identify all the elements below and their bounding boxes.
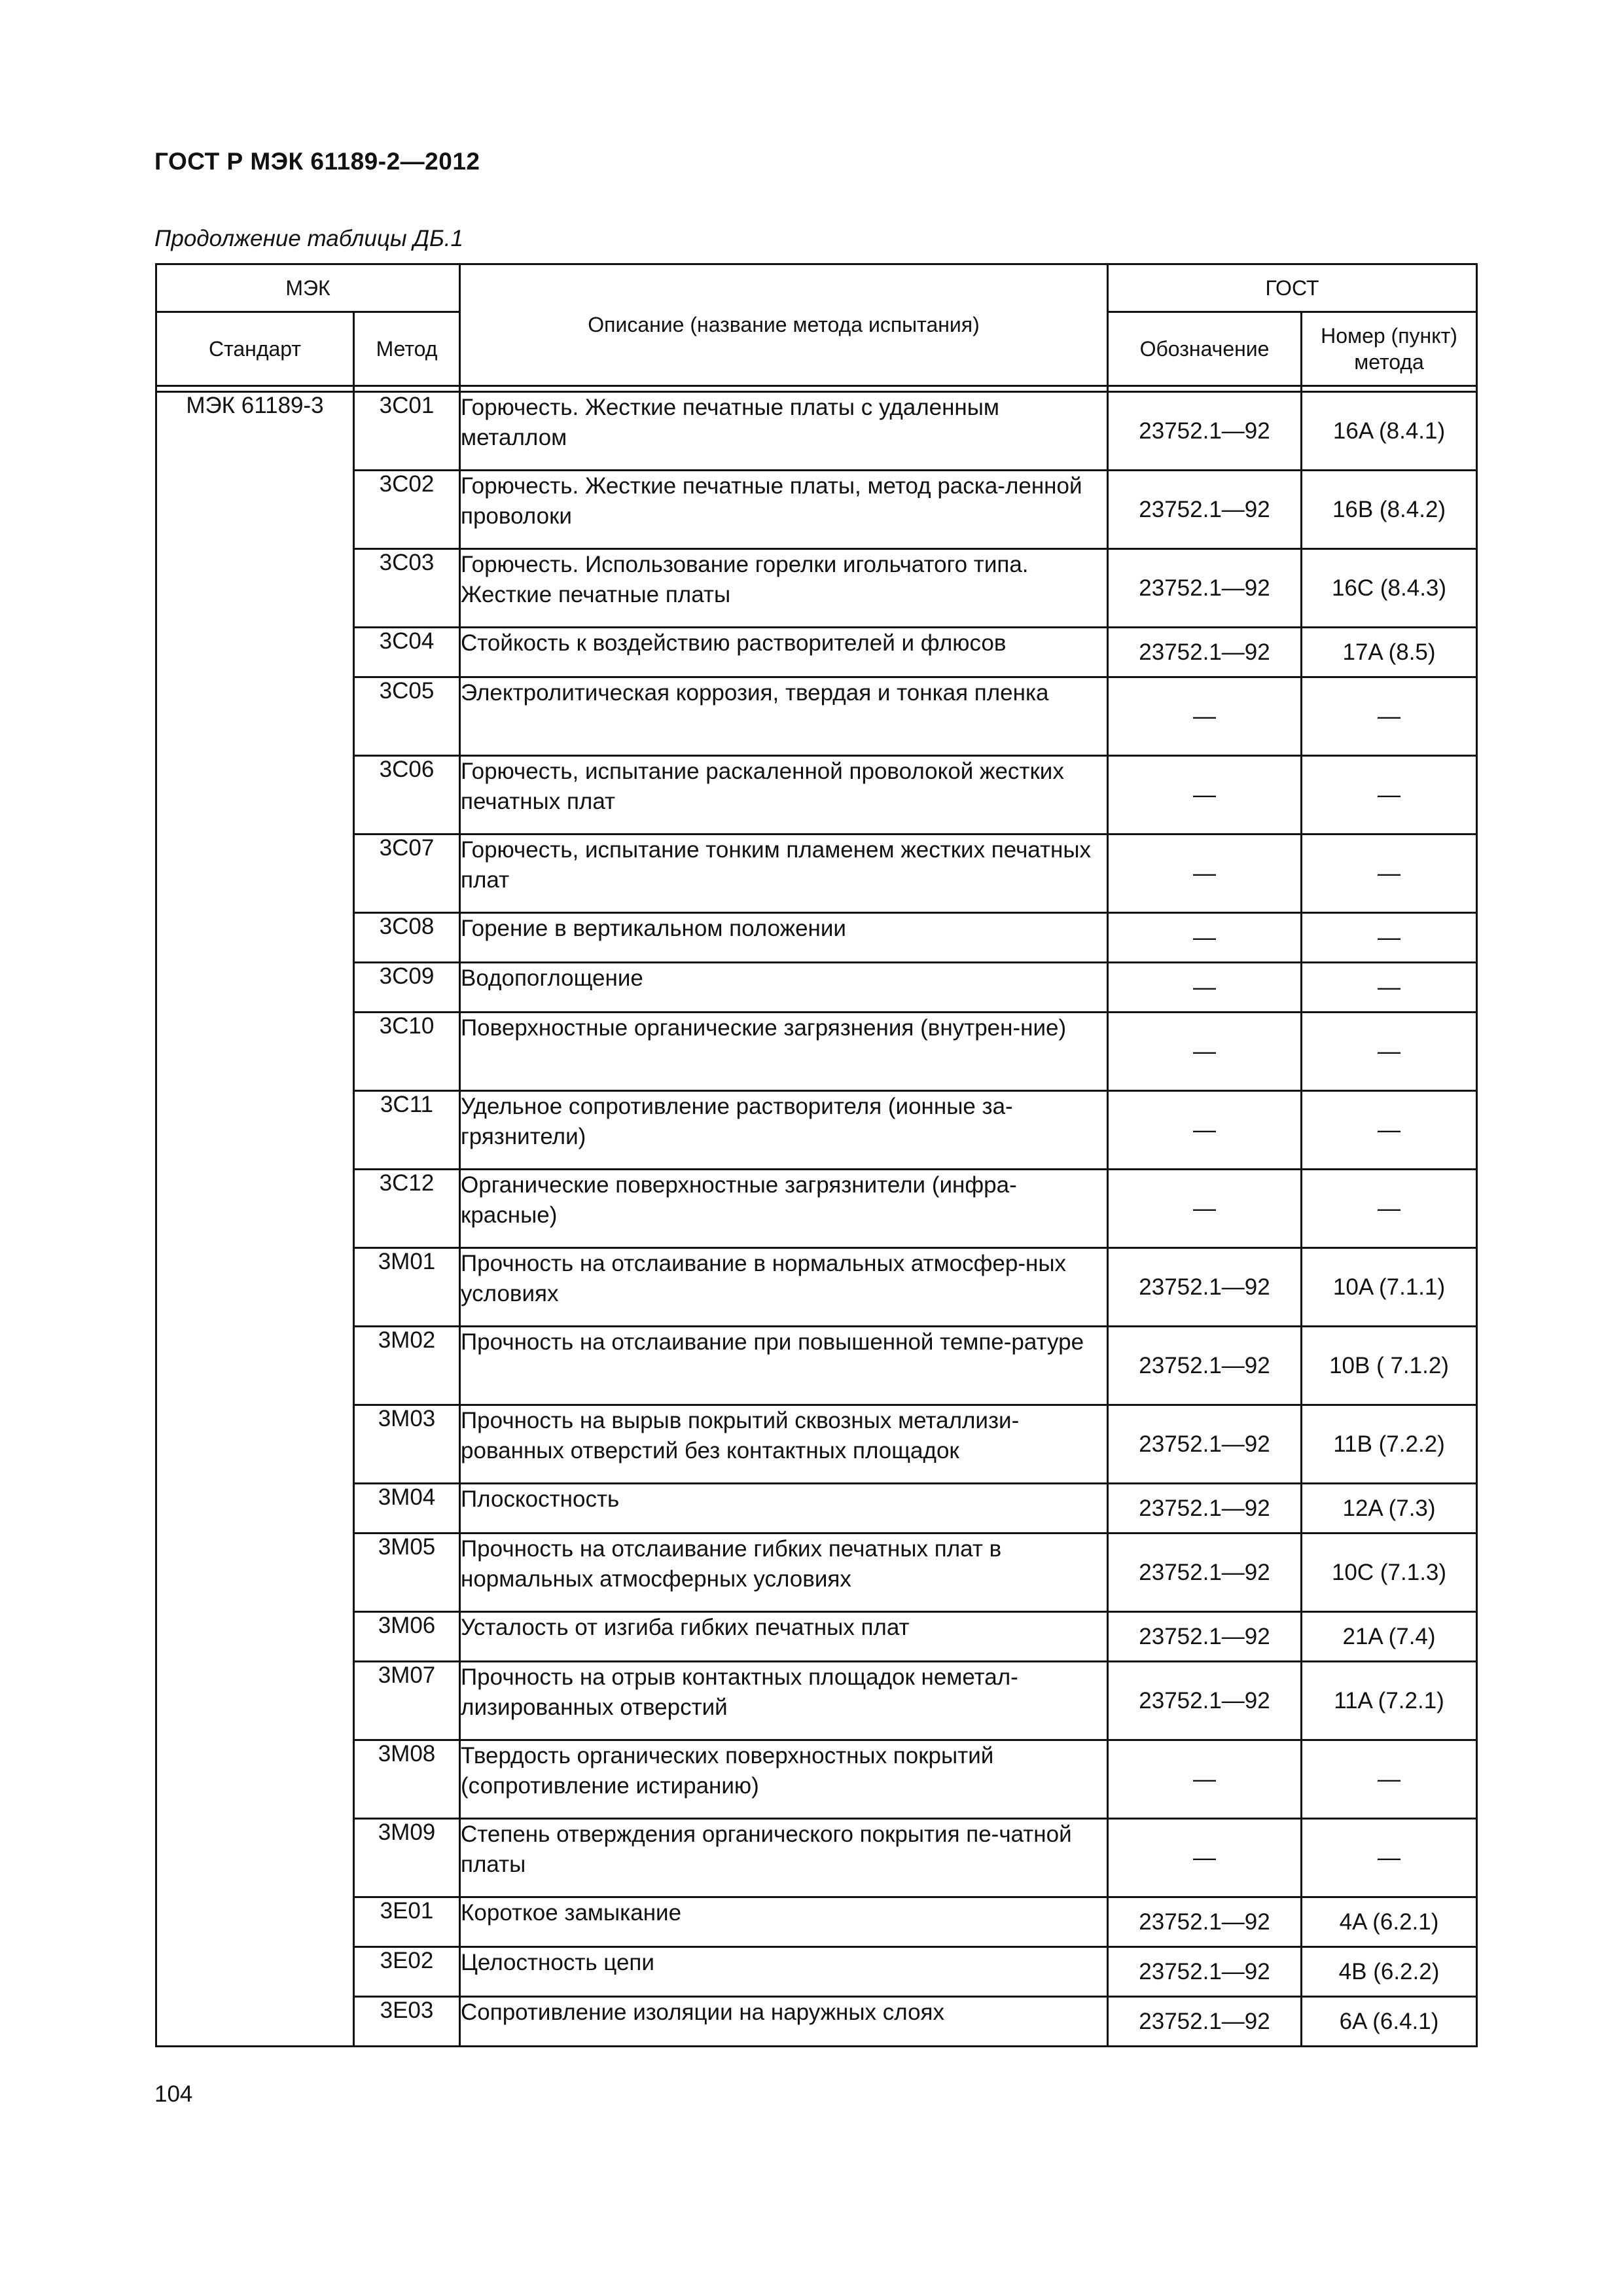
clause-cell: —	[1302, 1819, 1477, 1897]
designation-cell: —	[1108, 913, 1302, 963]
table-row	[156, 1091, 1477, 1170]
method-code-cell: 3E03	[354, 1997, 460, 2047]
table-row	[156, 471, 1477, 549]
designation-cell: 23752.1—92	[1108, 392, 1302, 471]
table-row	[156, 392, 1477, 471]
designation-cell: —	[1108, 1013, 1302, 1091]
header-standard: Стандарт	[156, 312, 354, 386]
designation-cell: 23752.1—92	[1108, 628, 1302, 677]
clause-cell: 10A (7.1.1)	[1302, 1248, 1477, 1327]
table-body	[156, 386, 1477, 2047]
method-code-cell: 3M02	[354, 1327, 460, 1405]
description-cell: Поверхностные органические загрязнения (внутрен-ние)	[460, 1013, 1108, 1091]
description-cell: Сопротивление изоляции на наружных слоях	[460, 1997, 1108, 2047]
header-separator	[156, 386, 1477, 392]
method-code-cell: 3C09	[354, 963, 460, 1013]
clause-cell: 4B (6.2.2)	[1302, 1947, 1477, 1997]
table-row	[156, 1534, 1477, 1612]
clause-cell: 11A (7.2.1)	[1302, 1662, 1477, 1740]
method-code-cell: 3C02	[354, 471, 460, 549]
description-cell: Степень отверждения органического покрытия пе-чатной платы	[460, 1819, 1108, 1897]
header-group-iec: МЭК	[156, 264, 460, 312]
method-code-cell: 3M07	[354, 1662, 460, 1740]
description-cell: Электролитическая коррозия, твердая и тонкая пленка	[460, 677, 1108, 756]
designation-cell: 23752.1—92	[1108, 1484, 1302, 1534]
table-row	[156, 1170, 1477, 1248]
designation-cell: 23752.1—92	[1108, 1327, 1302, 1405]
clause-cell: 17A (8.5)	[1302, 628, 1477, 677]
description-cell: Горючесть, испытание раскаленной проволокой жестких печатных плат	[460, 756, 1108, 834]
description-cell: Горючесть. Жесткие печатные платы, метод раска-ленной проволоки	[460, 471, 1108, 549]
table-row	[156, 913, 1477, 963]
method-code-cell: 3E02	[354, 1947, 460, 1997]
header-method: Метод	[354, 312, 460, 386]
description-cell: Целостность цепи	[460, 1947, 1108, 1997]
table-row	[156, 1819, 1477, 1897]
method-code-cell: 3M08	[354, 1740, 460, 1819]
description-cell: Прочность на отрыв контактных площадок неметал-лизированных отверстий	[460, 1662, 1108, 1740]
designation-cell: 23752.1—92	[1108, 549, 1302, 628]
method-code-cell: 3C10	[354, 1013, 460, 1091]
header-designation: Обозначение	[1108, 312, 1302, 386]
clause-cell: 4A (6.2.1)	[1302, 1897, 1477, 1947]
table-row	[156, 756, 1477, 834]
method-code-cell: 3C03	[354, 549, 460, 628]
table-row	[156, 1997, 1477, 2047]
designation-cell: 23752.1—92	[1108, 1612, 1302, 1662]
method-code-cell: 3M09	[354, 1819, 460, 1897]
table-caption: Продолжение таблицы ДБ.1	[154, 226, 463, 251]
description-cell: Твердость органических поверхностных покрытий (сопротивление истиранию)	[460, 1740, 1108, 1819]
designation-cell: 23752.1—92	[1108, 1997, 1302, 2047]
method-code-cell: 3C07	[354, 834, 460, 913]
table-row	[156, 1612, 1477, 1662]
table-row	[156, 628, 1477, 677]
description-cell: Плоскостность	[460, 1484, 1108, 1534]
description-cell: Короткое замыкание	[460, 1897, 1108, 1947]
clause-cell: —	[1302, 1091, 1477, 1170]
designation-cell: 23752.1—92	[1108, 1947, 1302, 1997]
designation-cell: 23752.1—92	[1108, 1662, 1302, 1740]
clause-cell: 10C (7.1.3)	[1302, 1534, 1477, 1612]
method-code-cell: 3M06	[354, 1612, 460, 1662]
clause-cell: —	[1302, 913, 1477, 963]
clause-cell: —	[1302, 963, 1477, 1013]
description-cell: Стойкость к воздействию растворителей и флюсов	[460, 628, 1108, 677]
clause-cell: —	[1302, 1013, 1477, 1091]
clause-cell: 16A (8.4.1)	[1302, 392, 1477, 471]
standard-cell: МЭК 61189-3	[156, 392, 354, 2047]
description-cell: Прочность на отслаивание в нормальных атмосфер-ных условиях	[460, 1248, 1108, 1327]
clause-cell: —	[1302, 1170, 1477, 1248]
clause-cell: —	[1302, 834, 1477, 913]
clause-cell: 16B (8.4.2)	[1302, 471, 1477, 549]
method-code-cell: 3C06	[354, 756, 460, 834]
method-code-cell: 3C11	[354, 1091, 460, 1170]
clause-cell: 11B (7.2.2)	[1302, 1405, 1477, 1484]
method-code-cell: 3M03	[354, 1405, 460, 1484]
description-cell: Органические поверхностные загрязнители (инфра-красные)	[460, 1170, 1108, 1248]
table-row	[156, 963, 1477, 1013]
clause-cell: —	[1302, 677, 1477, 756]
designation-cell: —	[1108, 756, 1302, 834]
designation-cell: 23752.1—92	[1108, 1534, 1302, 1612]
designation-cell: —	[1108, 834, 1302, 913]
table-row	[156, 1013, 1477, 1091]
designation-cell: —	[1108, 677, 1302, 756]
description-cell: Горение в вертикальном положении	[460, 913, 1108, 963]
table-row	[156, 1897, 1477, 1947]
test-methods-table	[155, 263, 1478, 2047]
method-code-cell: 3M04	[354, 1484, 460, 1534]
clause-cell: 10B ( 7.1.2)	[1302, 1327, 1477, 1405]
page-number: 104	[154, 2081, 193, 2107]
designation-cell: —	[1108, 963, 1302, 1013]
description-cell: Горючесть. Жесткие печатные платы с удаленным металлом	[460, 392, 1108, 471]
method-code-cell: 3C01	[354, 392, 460, 471]
description-cell: Водопоглощение	[460, 963, 1108, 1013]
description-cell: Горючесть, испытание тонким пламенем жестких печатных плат	[460, 834, 1108, 913]
clause-cell: 12A (7.3)	[1302, 1484, 1477, 1534]
table-row	[156, 834, 1477, 913]
description-cell: Прочность на отслаивание при повышенной темпе-ратуре	[460, 1327, 1108, 1405]
designation-cell: —	[1108, 1091, 1302, 1170]
designation-cell: 23752.1—92	[1108, 1405, 1302, 1484]
table-row	[156, 1327, 1477, 1405]
clause-cell: —	[1302, 1740, 1477, 1819]
description-cell: Прочность на вырыв покрытий сквозных металлизи-рованных отверстий без контактных площадок	[460, 1405, 1108, 1484]
clause-cell: 6A (6.4.1)	[1302, 1997, 1477, 2047]
description-cell: Горючесть. Использование горелки игольчатого типа. Жесткие печатные платы	[460, 549, 1108, 628]
table-row	[156, 677, 1477, 756]
method-code-cell: 3M01	[354, 1248, 460, 1327]
table-row	[156, 1740, 1477, 1819]
table-row	[156, 1248, 1477, 1327]
header-group-gost: ГОСТ	[1108, 264, 1477, 312]
table-row	[156, 1947, 1477, 1997]
method-code-cell: 3M05	[354, 1534, 460, 1612]
designation-cell: 23752.1—92	[1108, 471, 1302, 549]
designation-cell: —	[1108, 1170, 1302, 1248]
header-description: Описание (название метода испытания)	[460, 264, 1108, 386]
header-clause: Номер (пункт) метода	[1302, 312, 1477, 386]
description-cell: Усталость от изгиба гибких печатных плат	[460, 1612, 1108, 1662]
table-row	[156, 1405, 1477, 1484]
designation-cell: —	[1108, 1740, 1302, 1819]
method-code-cell: 3E01	[354, 1897, 460, 1947]
method-code-cell: 3C08	[354, 913, 460, 963]
method-code-cell: 3C05	[354, 677, 460, 756]
method-code-cell: 3C04	[354, 628, 460, 677]
designation-cell: 23752.1—92	[1108, 1897, 1302, 1947]
designation-cell: —	[1108, 1819, 1302, 1897]
clause-cell: —	[1302, 756, 1477, 834]
description-cell: Удельное сопротивление растворителя (ионные за-грязнители)	[460, 1091, 1108, 1170]
table-row	[156, 1662, 1477, 1740]
table-row	[156, 549, 1477, 628]
description-cell: Прочность на отслаивание гибких печатных плат в нормальных атмосферных условиях	[460, 1534, 1108, 1612]
clause-cell: 21A (7.4)	[1302, 1612, 1477, 1662]
method-code-cell: 3C12	[354, 1170, 460, 1248]
clause-cell: 16C (8.4.3)	[1302, 549, 1477, 628]
document-title: ГОСТ Р МЭК 61189-2—2012	[154, 148, 480, 175]
designation-cell: 23752.1—92	[1108, 1248, 1302, 1327]
table-row	[156, 1484, 1477, 1534]
